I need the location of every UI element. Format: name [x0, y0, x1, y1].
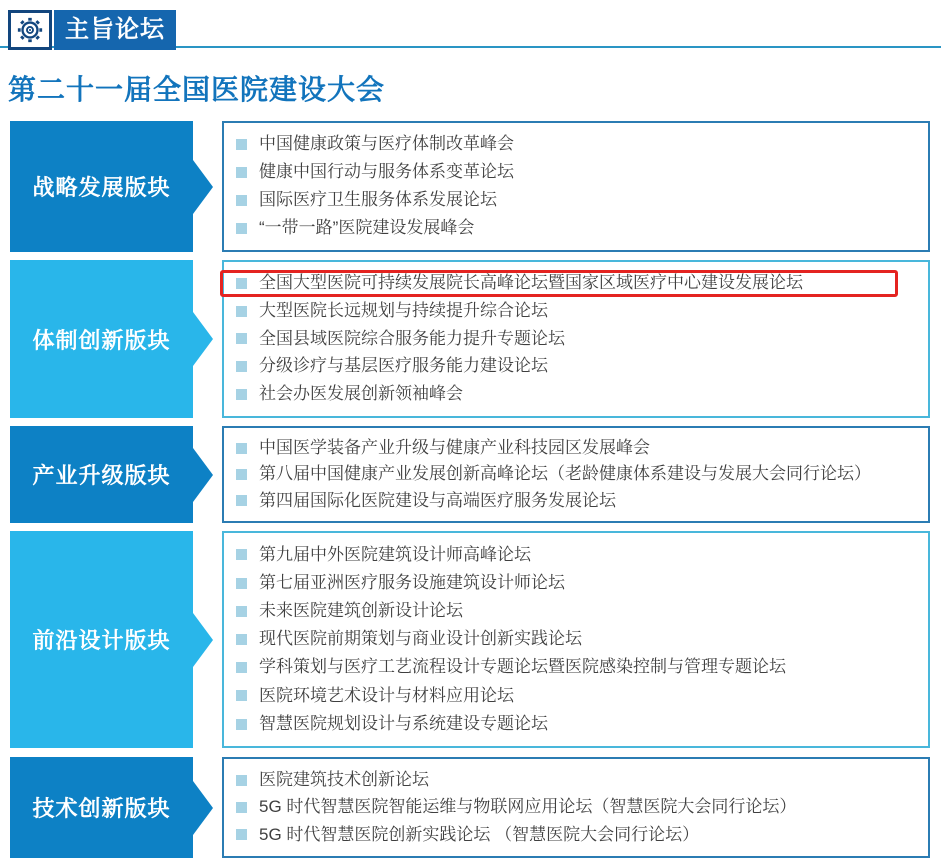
forum-item-label: 健康中国行动与服务体系变革论坛 — [259, 162, 514, 182]
bullet-square-icon — [236, 690, 247, 701]
section-label-strategic-development: 战略发展版块 — [10, 121, 193, 252]
bullet-square-icon — [236, 389, 247, 400]
section-box-system-innovation — [222, 260, 930, 418]
section-box-strategic-development — [222, 121, 930, 252]
bullet-square-icon — [236, 495, 247, 506]
forum-item-label: 第八届中国健康产业发展创新高峰论坛（老龄健康体系建设与发展大会同行论坛） — [259, 464, 871, 484]
forum-item-label: 中国医学装备产业升级与健康产业科技园区发展峰会 — [259, 437, 650, 457]
bullet-square-icon — [236, 469, 247, 480]
forum-item — [234, 464, 922, 484]
sections-container — [10, 121, 930, 858]
keynote-forum-badge — [8, 10, 176, 50]
bullet-square-icon — [236, 606, 247, 617]
section-box-tech-innovation — [222, 757, 930, 858]
forum-item-label: 智慧医院规划设计与系统建设专题论坛 — [259, 713, 548, 733]
forum-item-label: 医院环境艺术设计与材料应用论坛 — [259, 685, 514, 705]
forum-item — [234, 438, 922, 458]
bullet-square-icon — [236, 195, 247, 206]
bullet-square-icon — [236, 549, 247, 560]
forum-item-label: 全国县域医院综合服务能力提升专题论坛 — [259, 328, 565, 348]
forum-item-label: 第四届国际化医院建设与高端医疗服务发展论坛 — [259, 490, 616, 510]
forum-item — [234, 714, 922, 734]
forum-item-label: 社会办医发展创新领袖峰会 — [259, 384, 463, 404]
forum-item-label: 分级诊疗与基层医疗服务能力建设论坛 — [259, 356, 548, 376]
section-strategic-development — [10, 121, 930, 252]
bullet-square-icon — [236, 662, 247, 673]
forum-item-label: 国际医疗卫生服务体系发展论坛 — [259, 190, 497, 210]
forum-item — [234, 134, 922, 154]
forum-item-label: 未来医院建筑创新设计论坛 — [259, 601, 463, 621]
section-box-frontier-design — [222, 531, 930, 748]
forum-item — [234, 356, 922, 376]
forum-item — [234, 657, 922, 677]
section-label-frontier-design: 前沿设计版块 — [10, 531, 193, 748]
section-industry-upgrade — [10, 426, 930, 523]
bullet-square-icon — [236, 719, 247, 730]
section-label-tech-innovation: 技术创新版块 — [10, 757, 193, 858]
bullet-square-icon — [236, 361, 247, 372]
forum-item — [234, 301, 922, 321]
forum-item — [234, 384, 922, 404]
bullet-square-icon — [236, 829, 247, 840]
forum-item-label: 5G 时代智慧医院创新实践论坛 （智慧医院大会同行论坛） — [259, 824, 700, 844]
forum-item — [234, 629, 922, 649]
bullet-square-icon — [236, 443, 247, 454]
section-box-industry-upgrade — [222, 426, 930, 523]
bullet-square-icon — [236, 139, 247, 150]
forum-item-label: “一带一路”医院建设发展峰会 — [259, 218, 475, 238]
forum-item — [234, 770, 922, 790]
section-label-industry-upgrade: 产业升级版块 — [10, 426, 193, 523]
forum-item — [234, 825, 922, 845]
forum-item-label: 全国大型医院可持续发展院长高峰论坛暨国家区域医疗中心建设发展论坛 — [259, 273, 803, 293]
bullet-square-icon — [236, 333, 247, 344]
bullet-square-icon — [236, 223, 247, 234]
section-label-system-innovation: 体制创新版块 — [10, 260, 193, 418]
page-title: 第二十一届全国医院建设大会 — [8, 74, 386, 105]
forum-item-label: 现代医院前期策划与商业设计创新实践论坛 — [259, 629, 582, 649]
bullet-square-icon — [236, 634, 247, 645]
forum-item — [234, 797, 922, 817]
section-frontier-design — [10, 531, 930, 748]
forum-item — [234, 601, 922, 621]
bullet-square-icon — [236, 167, 247, 178]
forum-item-label: 第九届中外医院建筑设计师高峰论坛 — [259, 544, 531, 564]
forum-item-label: 中国健康政策与医疗体制改革峰会 — [259, 134, 514, 154]
bullet-square-icon — [236, 578, 247, 589]
forum-item — [234, 329, 922, 349]
forum-item — [234, 573, 922, 593]
forum-item — [234, 545, 922, 565]
forum-item-label: 学科策划与医疗工艺流程设计专题论坛暨医院感染控制与管理专题论坛 — [259, 657, 786, 677]
forum-item — [234, 218, 922, 238]
badge-label: 主旨论坛 — [54, 10, 176, 50]
bullet-square-icon — [236, 278, 247, 289]
forum-item — [234, 491, 922, 511]
forum-item — [234, 162, 922, 182]
gear-icon — [8, 10, 52, 50]
bullet-square-icon — [236, 775, 247, 786]
forum-item-label: 大型医院长远规划与持续提升综合论坛 — [259, 301, 548, 321]
forum-item-label: 医院建筑技术创新论坛 — [259, 769, 429, 789]
forum-item-label: 5G 时代智慧医院智能运维与物联网应用论坛（智慧医院大会同行论坛） — [259, 797, 797, 817]
forum-item — [234, 190, 922, 210]
forum-item — [234, 686, 922, 706]
section-tech-innovation — [10, 757, 930, 858]
bullet-square-icon — [236, 306, 247, 317]
section-system-innovation — [10, 260, 930, 418]
bullet-square-icon — [236, 802, 247, 813]
forum-item-highlighted — [234, 273, 922, 293]
forum-item-label: 第七届亚洲医疗服务设施建筑设计师论坛 — [259, 572, 565, 592]
